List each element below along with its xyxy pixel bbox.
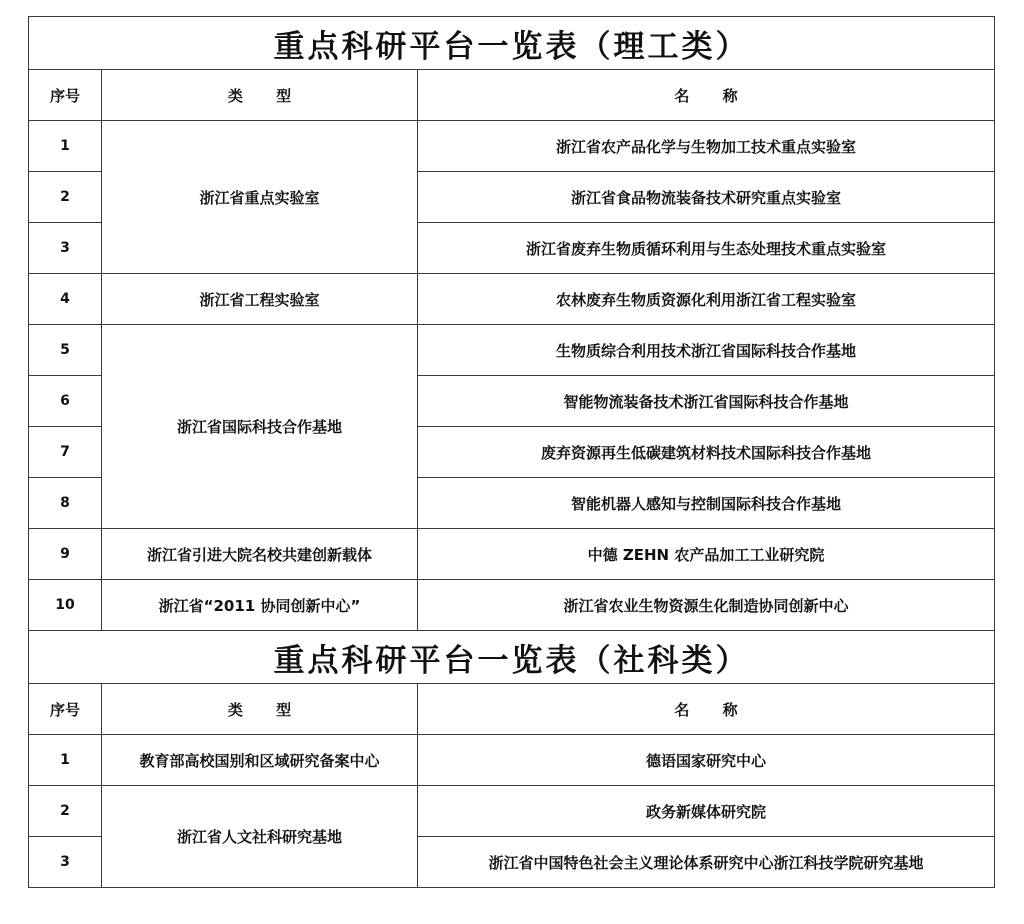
row-index: 1 (29, 735, 102, 786)
table-row (29, 786, 995, 837)
row-name: 浙江省中国特色社会主义理论体系研究中心浙江科技学院研究基地 (418, 837, 995, 888)
row-type: 浙江省国际科技合作基地 (102, 325, 418, 529)
row-type: 浙江省“2011 协同创新中心” (102, 580, 418, 631)
row-index: 8 (29, 478, 102, 529)
table-row (29, 274, 995, 325)
header-index: 序号 (29, 684, 102, 735)
row-index: 7 (29, 427, 102, 478)
row-name: 智能物流装备技术浙江省国际科技合作基地 (418, 376, 995, 427)
row-name: 农林废弃生物质资源化利用浙江省工程实验室 (418, 274, 995, 325)
row-index: 2 (29, 172, 102, 223)
row-type: 浙江省工程实验室 (102, 274, 418, 325)
row-name: 政务新媒体研究院 (418, 786, 995, 837)
row-name: 浙江省农产品化学与生物加工技术重点实验室 (418, 121, 995, 172)
row-index: 2 (29, 786, 102, 837)
section-title-row (29, 631, 995, 684)
section-title-social: 重点科研平台一览表（社科类） (29, 631, 995, 684)
table-row (29, 580, 995, 631)
row-index: 9 (29, 529, 102, 580)
row-type: 浙江省人文社科研究基地 (102, 786, 418, 888)
header-type: 类 型 (102, 684, 418, 735)
row-name: 德语国家研究中心 (418, 735, 995, 786)
row-index: 1 (29, 121, 102, 172)
row-name: 智能机器人感知与控制国际科技合作基地 (418, 478, 995, 529)
table-row (29, 325, 995, 376)
row-type: 教育部高校国别和区域研究备案中心 (102, 735, 418, 786)
header-row (29, 684, 995, 735)
row-index: 3 (29, 837, 102, 888)
table-row (29, 735, 995, 786)
row-index: 10 (29, 580, 102, 631)
row-name: 废弃资源再生低碳建筑材料技术国际科技合作基地 (418, 427, 995, 478)
row-type: 浙江省重点实验室 (102, 121, 418, 274)
row-name: 浙江省农业生物资源生化制造协同创新中心 (418, 580, 995, 631)
row-index: 3 (29, 223, 102, 274)
row-type: 浙江省引进大院名校共建创新载体 (102, 529, 418, 580)
section-title-row (29, 17, 995, 70)
header-row (29, 70, 995, 121)
row-index: 4 (29, 274, 102, 325)
document-page (28, 16, 994, 888)
section-title-science: 重点科研平台一览表（理工类） (29, 17, 995, 70)
table-row (29, 121, 995, 172)
row-index: 6 (29, 376, 102, 427)
row-name: 浙江省废弃生物质循环利用与生态处理技术重点实验室 (418, 223, 995, 274)
platform-table (28, 16, 995, 888)
row-name: 浙江省食品物流装备技术研究重点实验室 (418, 172, 995, 223)
header-type: 类 型 (102, 70, 418, 121)
header-name: 名 称 (418, 70, 995, 121)
header-name: 名 称 (418, 684, 995, 735)
row-index: 5 (29, 325, 102, 376)
row-name: 生物质综合利用技术浙江省国际科技合作基地 (418, 325, 995, 376)
header-index: 序号 (29, 70, 102, 121)
row-name: 中德 ZEHN 农产品加工工业研究院 (418, 529, 995, 580)
table-row (29, 529, 995, 580)
